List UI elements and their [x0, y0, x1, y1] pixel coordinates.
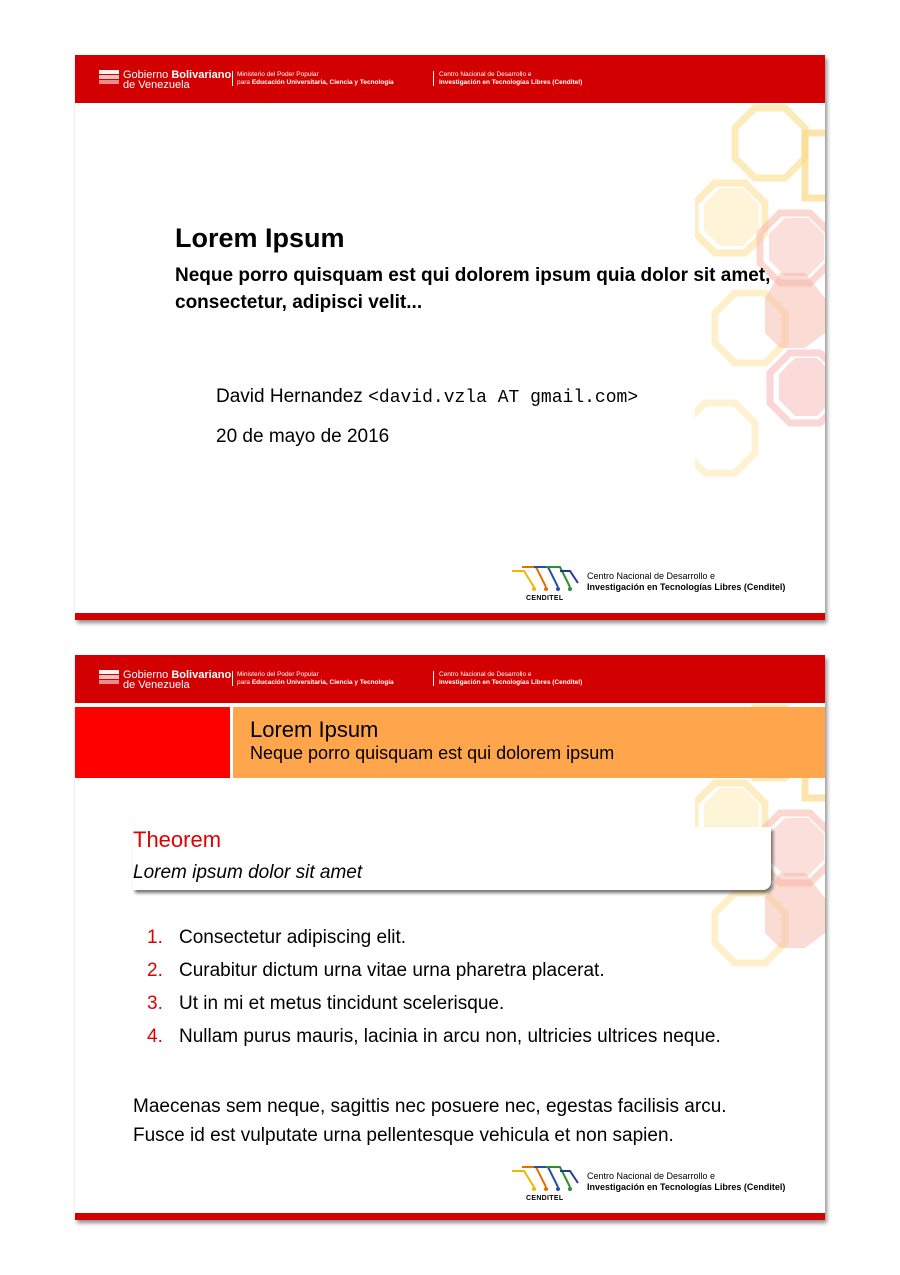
presentation-date: 20 de mayo de 2016: [216, 426, 390, 447]
content-slide: [75, 655, 825, 1220]
header-separator: [232, 71, 233, 86]
list-item: 4. Nullam purus mauris, lacinia in arcu non, ultricies ultrices neque.: [147, 1026, 721, 1047]
cenditel-text: Centro Nacional de Desarrollo e Investigación en Tecnologías Libres (Cenditel): [587, 1171, 786, 1192]
cenditel-circuit-logo-icon: [510, 1165, 585, 1197]
author-email: <david.vzla AT gmail.com>: [368, 388, 639, 408]
author-name: David Hernandez: [216, 386, 363, 407]
enumerated-list: [133, 923, 763, 1055]
ministry-label: Ministerio del Poder Popular para Educación Universitaria, Ciencia y Tecnología: [237, 71, 394, 86]
center-label: Centro Nacional de Desarrollo e Investigación en Tecnologías Libres (Cenditel): [439, 71, 583, 86]
bottom-bar: [75, 613, 825, 620]
cenditel-footer-logo: [510, 565, 810, 605]
cenditel-footer-logo: [510, 1165, 810, 1205]
list-item: 1. Consectetur adipiscing elit.: [147, 927, 407, 948]
cenditel-circuit-logo-icon: [510, 565, 585, 597]
gov-line2: de Venezuela: [123, 679, 190, 691]
header-separator: [433, 671, 434, 686]
venezuela-flag-logo-icon: [99, 668, 119, 686]
list-item: 2. Curabitur dictum urna vitae urna pharetra placerat.: [147, 960, 605, 981]
gov-prefix: Gobierno: [123, 669, 169, 681]
venezuela-flag-logo-icon: [99, 68, 119, 86]
ministry-label: Ministerio del Poder Popular para Educación Universitaria, Ciencia y Tecnología: [237, 671, 394, 686]
header-separator: [232, 671, 233, 686]
slide-title: Lorem Ipsum: [175, 223, 345, 253]
gov-bold: Bolivariano: [171, 69, 232, 81]
frame-title-accent: [75, 707, 230, 778]
center-label: Centro Nacional de Desarrollo e Investigación en Tecnologías Libres (Cenditel): [439, 671, 583, 686]
frame-subtitle: Neque porro quisquam est qui dolorem ipsum: [250, 743, 615, 763]
slide-header: [75, 55, 825, 103]
gov-prefix: Gobierno: [123, 69, 169, 81]
gov-line2: de Venezuela: [123, 79, 190, 91]
list-item: 3. Ut in mi et metus tincidunt scelerisque.: [147, 993, 505, 1014]
slide-subtitle: Neque porro quisquam est qui dolorem ipsum quia dolor sit amet, consectetur, adipisci velit...: [175, 265, 771, 313]
header-separator: [433, 71, 434, 86]
frame-title: Lorem Ipsum: [250, 717, 379, 742]
hexagon-pattern-decoration: [695, 103, 825, 613]
slide-header: [75, 655, 825, 703]
gov-bold: Bolivariano: [171, 669, 232, 681]
theorem-title: Theorem: [133, 827, 222, 852]
cenditel-text: Centro Nacional de Desarrollo e Investigación en Tecnologías Libres (Cenditel): [587, 571, 786, 592]
cenditel-name: CENDITEL: [526, 1195, 564, 1202]
author-line: [216, 386, 638, 408]
cenditel-name: CENDITEL: [526, 595, 564, 602]
body-paragraph: Maecenas sem neque, sagittis nec posuere nec, egestas facilisis arcu. Fusce id est vulputate urna pellentesque vehicula et non sapien.: [133, 1096, 727, 1146]
title-slide: [75, 55, 825, 620]
theorem-body: Lorem ipsum dolor sit amet: [133, 862, 363, 883]
bottom-bar: [75, 1213, 825, 1220]
